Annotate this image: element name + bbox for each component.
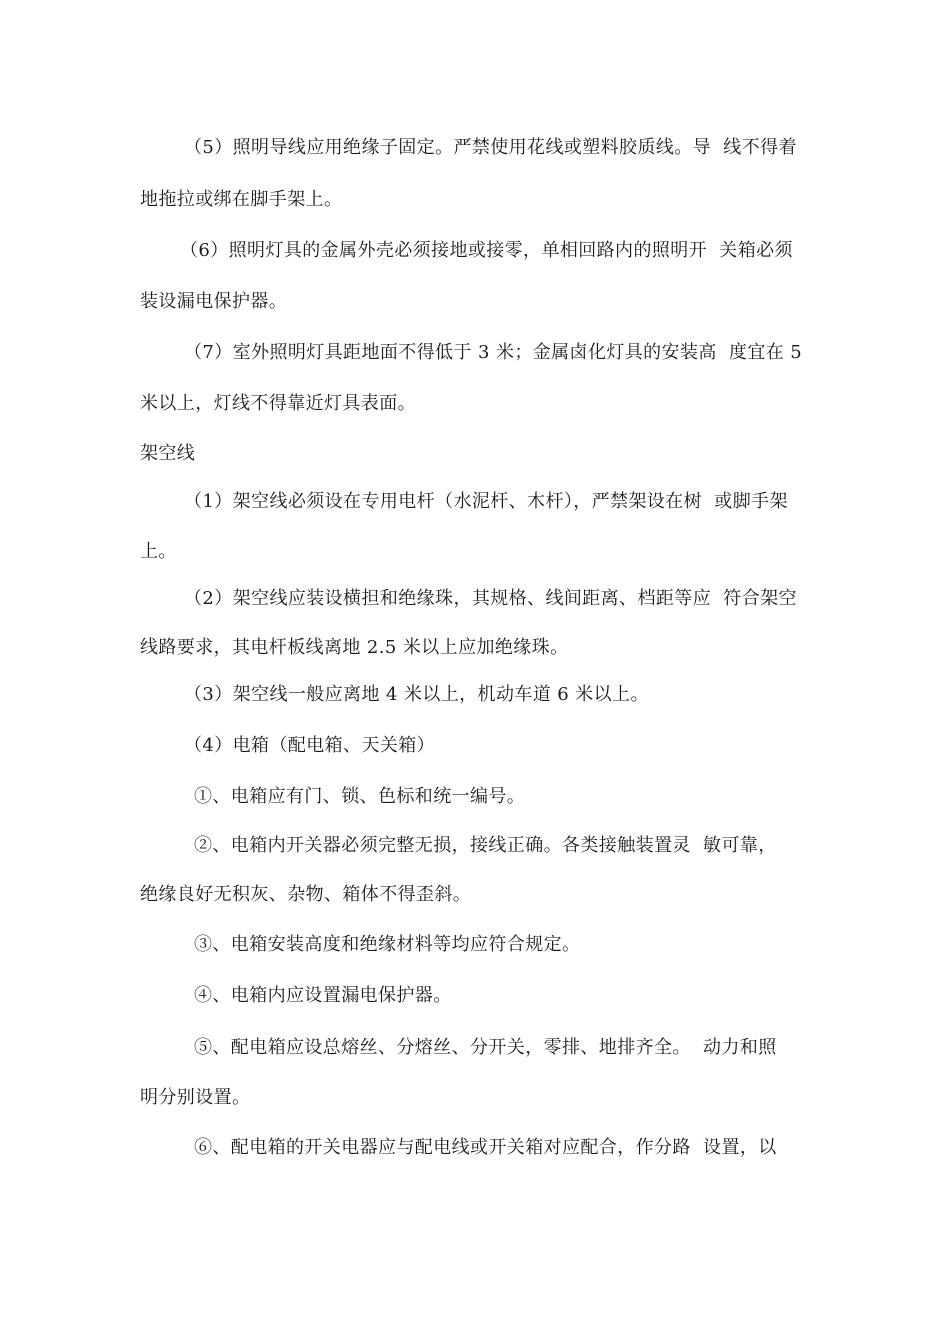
- circled-item-5-line-1: ⑤、配电箱应设总熔丝、分熔丝、分开关，零排、地排齐全。 动力和照: [194, 1037, 777, 1058]
- paragraph-5-line-2: 地拖拉或绑在脚手架上。: [140, 189, 343, 210]
- overhead-item-1-line-1: （1）架空线必须设在专用电杆（水泥杆、木杆），严禁架设在树 或脚手架: [184, 491, 788, 512]
- overhead-item-3: （3）架空线一般应离地 4 米以上，机动车道 6 米以上。: [184, 684, 649, 705]
- circled-item-5-line-2: 明分别设置。: [140, 1087, 251, 1108]
- overhead-item-2-line-2: 线路要求，其电杆板线离地 2.5 米以上应加绝缘珠。: [140, 637, 569, 658]
- circled-item-4: ④、电箱内应设置漏电保护器。: [194, 985, 452, 1006]
- paragraph-6-line-2: 装设漏电保护器。: [140, 291, 288, 312]
- overhead-item-4: （4）电箱（配电箱、天关箱）: [184, 735, 436, 756]
- paragraph-5-line-1: （5）照明导线应用绝缘子固定。严禁使用花线或塑料胶质线。导 线不得着: [184, 137, 797, 158]
- paragraph-6-line-1: （6）照明灯具的金属外壳必须接地或接零，单相回路内的照明开 关箱必须: [180, 240, 793, 261]
- circled-item-2-line-2: 绝缘良好无积灰、杂物、箱体不得歪斜。: [140, 884, 472, 905]
- circled-item-3: ③、电箱安装高度和绝缘材料等均应符合规定。: [194, 934, 581, 955]
- section-heading: 架空线: [140, 443, 196, 464]
- overhead-item-2-line-1: （2）架空线应装设横担和绝缘珠，其规格、线间距离、档距等应 符合架空: [184, 588, 797, 609]
- circled-item-1: ①、电箱应有门、锁、色标和统一编号。: [194, 786, 526, 807]
- circled-item-2-line-1: ②、电箱内开关器必须完整无损，接线正确。各类接触装置灵 敏可靠，: [194, 835, 777, 856]
- circled-item-6-line-1: ⑥、配电箱的开关电器应与配电线或开关箱对应配合，作分路 设置，以: [194, 1137, 777, 1158]
- overhead-item-1-line-2: 上。: [140, 541, 177, 562]
- paragraph-7-line-2: 米以上，灯线不得靠近灯具表面。: [140, 393, 416, 414]
- paragraph-7-line-1: （7）室外照明灯具距地面不得低于 3 米；金属卤化灯具的安装高 度宜在 5: [184, 342, 803, 363]
